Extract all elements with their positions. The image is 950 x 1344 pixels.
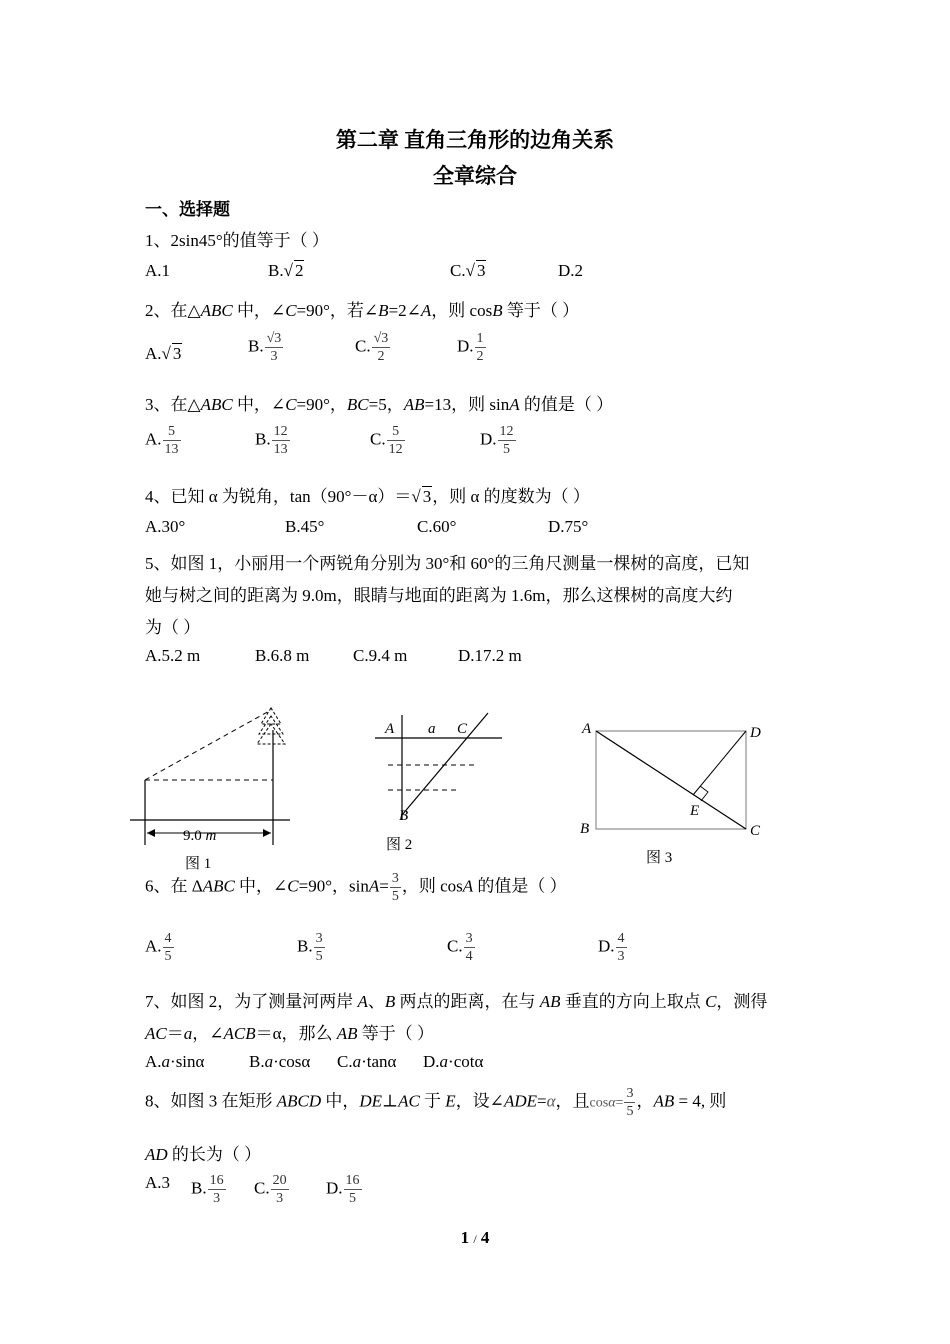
q6-option-a: A. $\frac{4}{5}$ [145, 931, 172, 964]
fraction: $\frac{√3}{3}$ [266, 331, 282, 364]
q5-option-b: B.6.8 m [255, 646, 310, 665]
figure-3-label-c: C [750, 823, 761, 839]
q1-option-a: A.1 [145, 261, 171, 280]
fraction: $\frac{3}{5}$ [391, 871, 399, 904]
figure-2-label-a-length: a [428, 721, 436, 737]
q8-option-c: C. $\frac{20}{3}$ [254, 1173, 287, 1206]
q4-option-c: C.60° [417, 517, 457, 536]
figure-1-caption: 图 1 [185, 856, 212, 872]
question-4-stem: 4、已知 α 为锐角，tan（90°－α）＝√ 3，则 α 的度数为（ ） [145, 487, 590, 506]
question-7-line-2: AC＝a，∠ACB＝α，那么 AB 等于（ ） [145, 1024, 435, 1043]
q7-option-a: A.a·sinα [145, 1052, 205, 1071]
page-number: 1 / 4 [460, 1228, 490, 1247]
q1-option-d: D.2 [558, 261, 584, 280]
figure-2-label-b: B [399, 808, 409, 824]
question-5-line-3: 为（ ） [145, 618, 201, 637]
sqrt-symbol: √ 3 [411, 487, 432, 506]
fraction: $\frac{5}{12}$ [388, 424, 403, 457]
q4-option-a: A.30° [145, 517, 186, 536]
fraction: $\frac{16}{3}$ [209, 1173, 224, 1206]
q7-option-c: C.a·tanα [337, 1052, 397, 1071]
figure-3-caption: 图 3 [646, 850, 673, 866]
q5-option-a: A.5.2 m [145, 646, 201, 665]
fraction: $\frac{√3}{2}$ [373, 331, 389, 364]
sqrt-symbol: √ 2 [283, 261, 304, 280]
fraction: $\frac{12}{13}$ [273, 424, 288, 457]
q6-option-c: C. $\frac{3}{4}$ [447, 931, 473, 964]
figure-3-label-a: A [582, 721, 592, 737]
question-8-line-1: 8、如图 3 在矩形 ABCD 中，DE⊥AC 于 E，设∠ADE=α，且cosα= $\frac{3}{5}$ ，AB = 4, 则 [145, 1086, 727, 1119]
q3-option-a: A. $\frac{5}{13}$ [145, 424, 179, 457]
question-7-line-1: 7、如图 2，为了测量河两岸 A、B 两点的距离，在与 AB 垂直的方向上取点 C，测得 [145, 992, 768, 1011]
sqrt-symbol: √ 3 [161, 344, 182, 363]
q1-option-c: C.√ 3 [450, 261, 486, 280]
question-2-stem: 2、在△ABC 中，∠C=90°，若∠B=2∠A，则 cosB 等于（ ） [145, 301, 580, 320]
figure-2-label-c: C [457, 721, 468, 737]
question-3-stem: 3、在△ABC 中，∠C=90°，BC=5，AB=13，则 sinA 的值是（ ） [145, 395, 614, 414]
q7-option-d: D.a·cotα [423, 1052, 484, 1071]
question-5-line-2: 她与树之间的距离为 9.0m，眼睛与地面的距离为 1.6m，那么这棵树的高度大约 [145, 586, 733, 605]
q3-option-c: C. $\frac{5}{12}$ [370, 424, 403, 457]
q2-option-c: C. $\frac{√3}{2}$ [355, 331, 389, 364]
q2-option-d: D. $\frac{1}{2}$ [457, 331, 484, 364]
q4-option-d: D.75° [548, 517, 589, 536]
question-8-line-2: AD 的长为（ ） [145, 1145, 262, 1164]
figure-1-distance-label: 9.0 m [183, 828, 217, 844]
q6-option-b: B. $\frac{3}{5}$ [297, 931, 323, 964]
fraction: $\frac{3}{5}$ [315, 931, 323, 964]
fraction: $\frac{4}{5}$ [164, 931, 172, 964]
q8-option-d: D. $\frac{16}{5}$ [326, 1173, 360, 1206]
figure-3-label-b: B [580, 821, 590, 837]
fraction: $\frac{1}{2}$ [476, 331, 484, 364]
q8-option-a: A.3 [145, 1173, 171, 1193]
q7-option-b: B.a·cosα [249, 1052, 311, 1071]
fraction: $\frac{4}{3}$ [617, 931, 625, 964]
q2-option-a: A.√ 3 [145, 344, 182, 363]
fraction: $\frac{3}{5}$ [626, 1086, 634, 1119]
q8-option-b: B. $\frac{16}{3}$ [191, 1173, 224, 1206]
q5-option-c: C.9.4 m [353, 646, 408, 665]
question-6-stem: 6、在 ΔABC 中，∠C=90°，sinA= $\frac{3}{5}$ ，则 cosA 的值是（ ） [145, 871, 567, 904]
q3-option-d: D. $\frac{12}{5}$ [480, 424, 514, 457]
fraction: $\frac{3}{4}$ [465, 931, 473, 964]
q5-option-d: D.17.2 m [458, 646, 522, 665]
figure-3-label-d: D [750, 725, 761, 741]
figure-3-rectangle-diagram [590, 725, 755, 835]
q2-option-b: B. $\frac{√3}{3}$ [248, 331, 282, 364]
figure-2-caption: 图 2 [386, 837, 413, 853]
figure-3-label-e: E [690, 803, 700, 819]
page-title: 第二章 直角三角形的边角关系 [335, 128, 615, 152]
q6-option-d: D. $\frac{4}{3}$ [598, 931, 625, 964]
fraction: $\frac{20}{3}$ [272, 1173, 287, 1206]
fraction: $\frac{5}{13}$ [164, 424, 179, 457]
q1-option-b: B.√ 2 [268, 261, 304, 280]
fraction: $\frac{16}{5}$ [345, 1173, 360, 1206]
q4-option-b: B.45° [285, 517, 325, 536]
fraction: $\frac{12}{5}$ [499, 424, 514, 457]
page-subtitle: 全章综合 [433, 164, 517, 188]
section-heading: 一、选择题 [145, 200, 230, 219]
figure-2-label-a-point: A [385, 721, 395, 737]
question-1-stem: 1、2sin45°的值等于（ ） [145, 231, 329, 250]
question-5-line-1: 5、如图 1，小丽用一个两锐角分别为 30°和 60°的三角尺测量一棵树的高度，已知 [145, 554, 750, 573]
q3-option-b: B. $\frac{12}{13}$ [255, 424, 288, 457]
sqrt-symbol: √ 3 [465, 261, 486, 280]
